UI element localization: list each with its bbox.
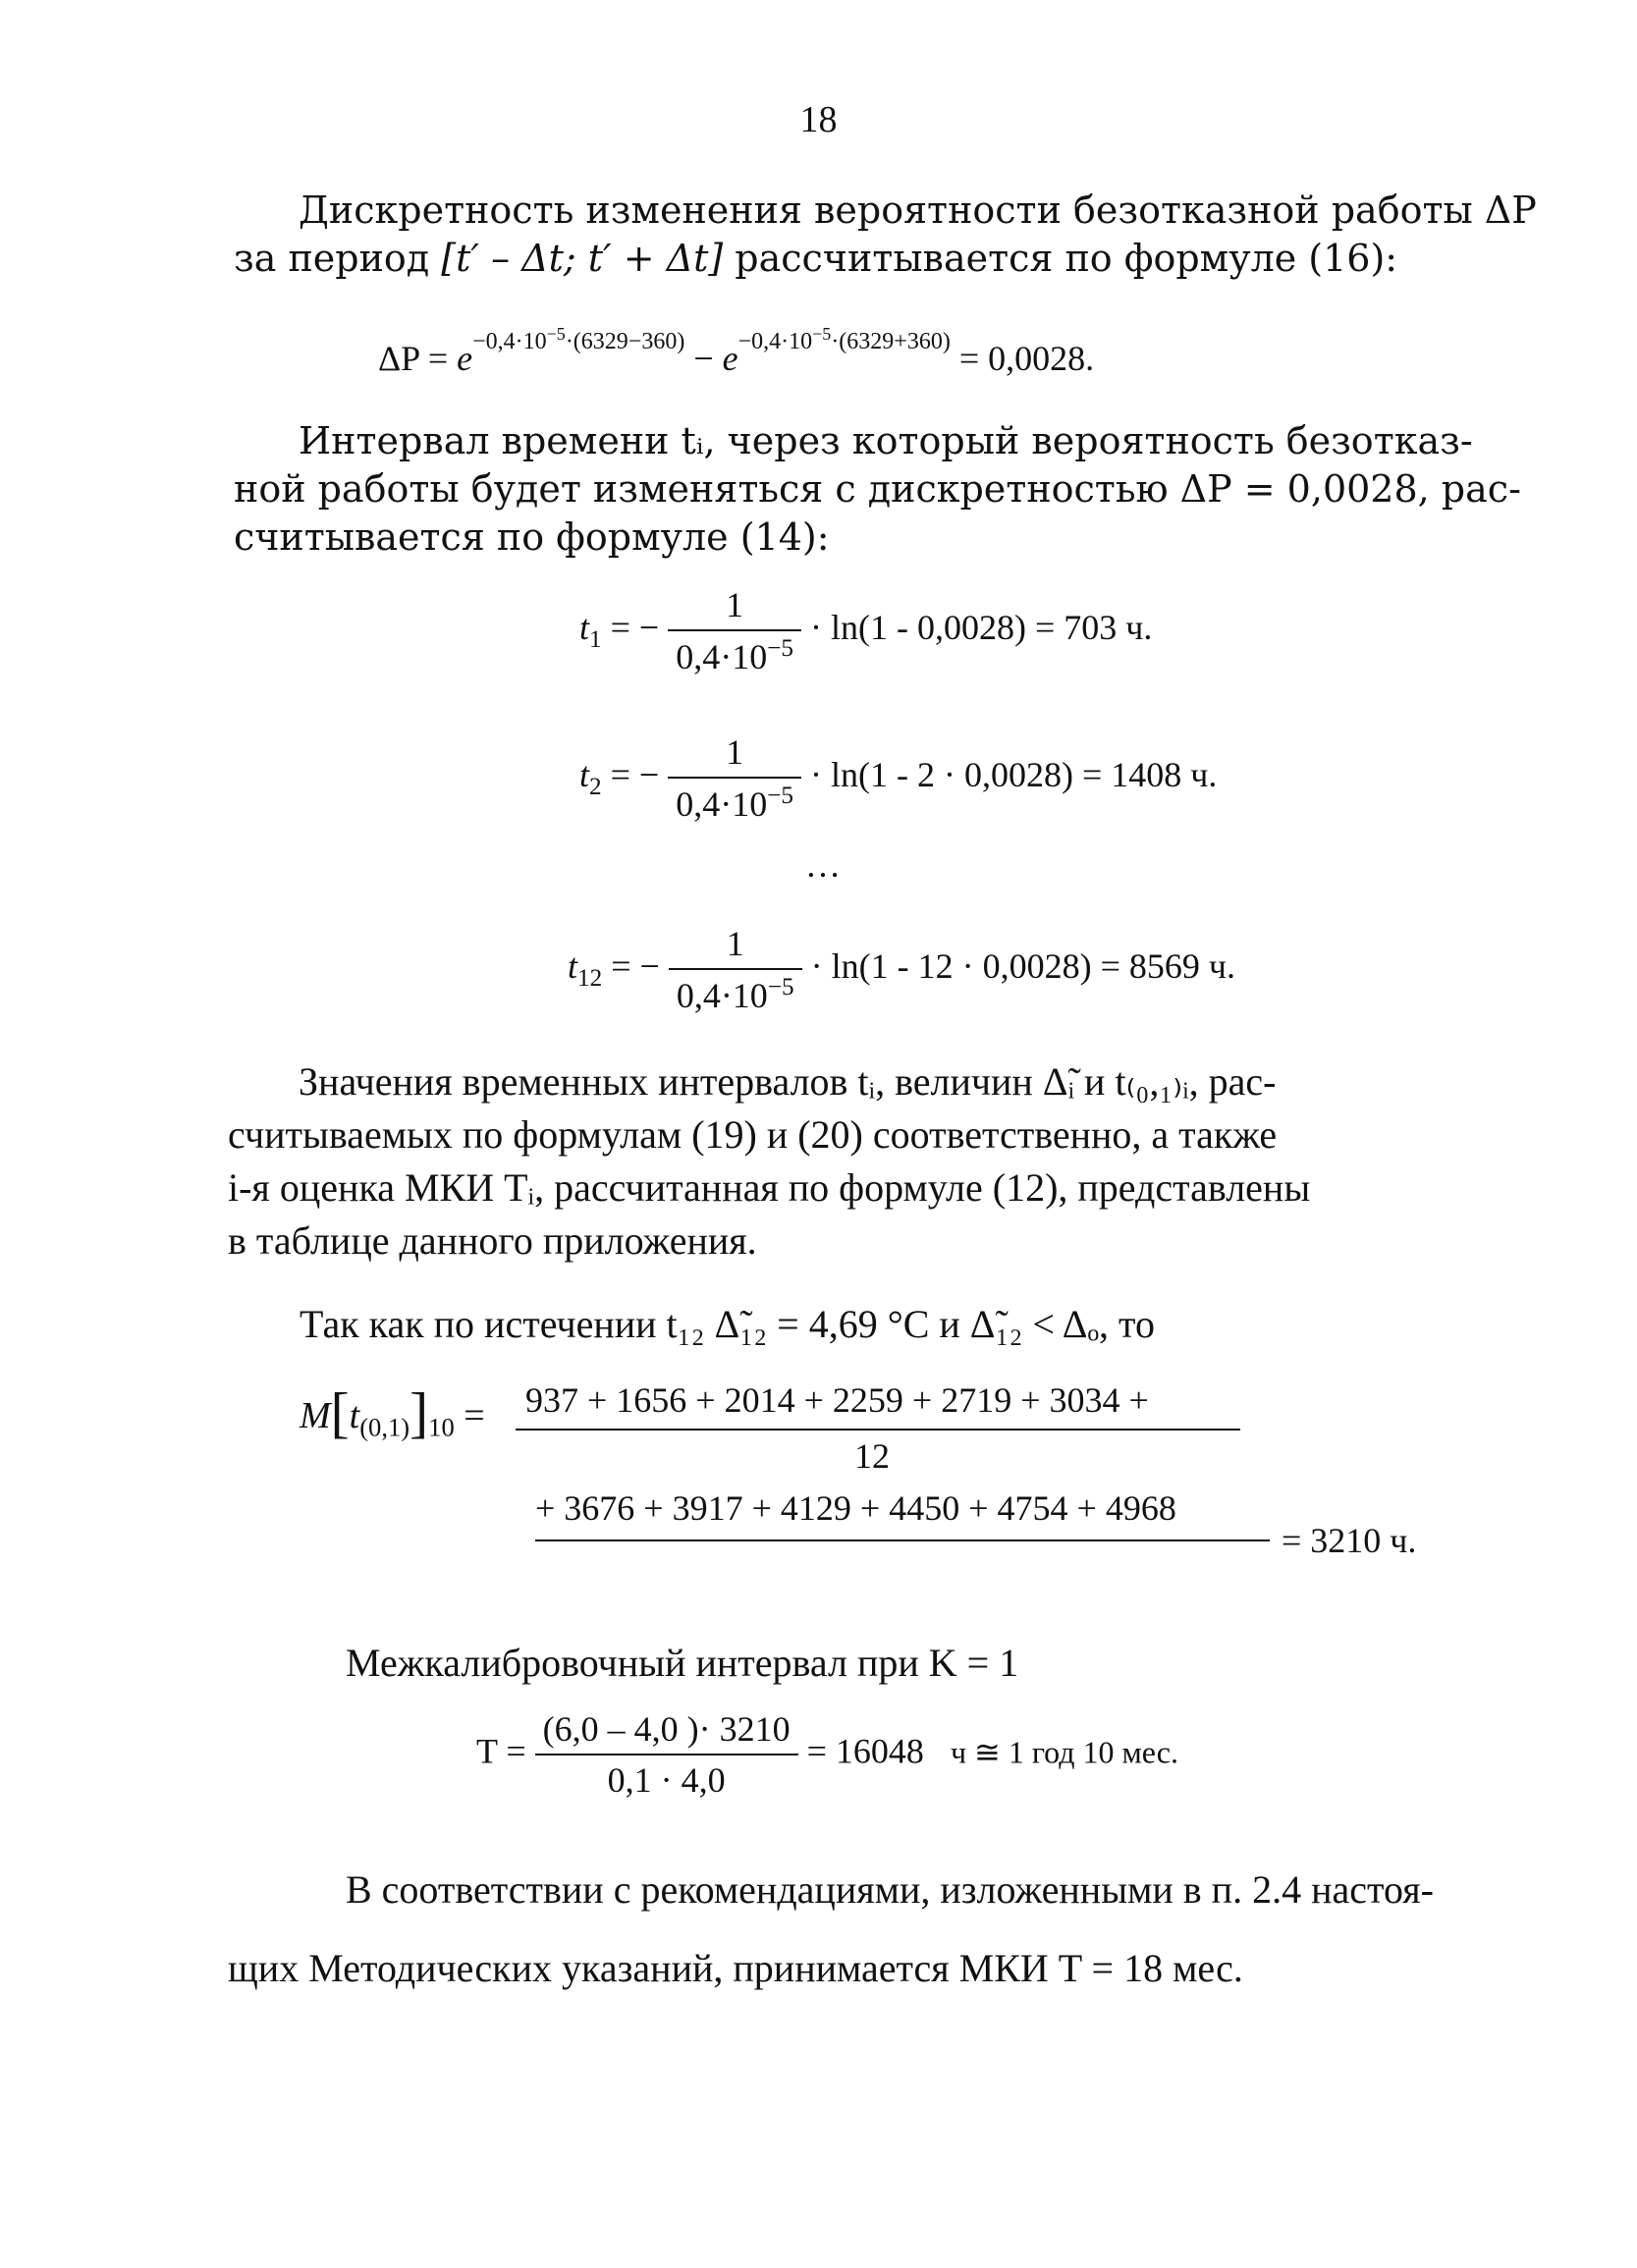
fraction-numerator: (6,0 – 4,0 )· 3210: [535, 1708, 798, 1755]
equation-lhs: T =: [476, 1731, 535, 1771]
den-power: −5: [767, 783, 794, 809]
exponent: [737, 324, 951, 354]
fraction: [668, 731, 801, 825]
m-result: = 3210 ч.: [1282, 1521, 1417, 1560]
var-t: t: [349, 1395, 360, 1436]
equation-rhs: · ln(1 - 2 · 0,0028) = 1408 ч.: [801, 754, 1218, 794]
equation-rhs: = 0,0028.: [950, 339, 1095, 378]
minus-sign: −: [684, 339, 723, 378]
fraction-bar: [535, 1539, 1270, 1541]
text-fragment: за период: [234, 237, 442, 280]
exponent: [472, 324, 685, 354]
fraction-numerator: 1: [668, 584, 801, 631]
equation-rhs: · ln(1 - 12 · 0,0028) = 8569 ч.: [801, 945, 1235, 986]
var-t: t: [568, 945, 578, 986]
equation-T: [476, 1708, 1178, 1801]
equals-minus: = −: [601, 754, 669, 794]
page-number: 18: [799, 99, 838, 140]
den-text: 0,4·10: [676, 784, 768, 824]
fraction: [668, 584, 801, 677]
exponent-power: −5: [546, 324, 566, 344]
paragraph-line: i-я оценка МКИ Tᵢ, рассчитанная по формуле (12), представлены: [228, 1165, 1311, 1210]
text-fragment: рассчитывается по формуле (16):: [723, 237, 1398, 280]
var-t: t: [579, 754, 590, 794]
fraction-denominator: 0,1 · 4,0: [607, 1760, 726, 1800]
fraction-numerator: 1: [669, 923, 802, 970]
paragraph-line: Значения временных интервалов tᵢ, величин Δ̃ᵢ и t₍₀,₁₎ᵢ, рас-: [299, 1059, 1277, 1104]
ellipsis: …: [805, 845, 841, 885]
equation-delta-p: [378, 324, 1094, 379]
m-denominator: 12: [854, 1436, 890, 1476]
outer-subscript: 10: [428, 1412, 455, 1442]
fraction-bar: [516, 1429, 1240, 1431]
var-subscript: 1: [589, 625, 602, 653]
equation-t12: [568, 923, 1235, 1016]
paragraph-line: считываемых по формулам (19) и (20) соответственно, а также: [228, 1112, 1278, 1157]
equation-m-lhs: [300, 1382, 485, 1444]
var-subscript: 12: [577, 964, 603, 992]
paragraph-line: щих Методических указаний, принимается МКИ T = 18 мес.: [228, 1946, 1243, 1990]
den-power: −5: [767, 635, 794, 662]
fraction-denominator: [668, 779, 801, 825]
fraction: [669, 923, 802, 1016]
exponent-text: −0,4·10: [472, 329, 547, 354]
fraction: [535, 1708, 798, 1801]
den-power: −5: [767, 974, 794, 1000]
paragraph-interval: [234, 417, 1521, 562]
exponent-power: −5: [812, 324, 832, 344]
paragraph-values: [228, 1055, 1501, 1268]
equals-sign: =: [454, 1395, 485, 1436]
equation-t1: [579, 584, 1152, 677]
den-text: 0,4·10: [676, 637, 768, 676]
paragraph-line: ной работы будет изменяться с дискретностью ΔP = 0,0028, рас-: [234, 467, 1521, 511]
equation-rhs: = 16048: [797, 1731, 924, 1771]
paragraph-line: Интервал времени tᵢ, через который вероятность безотказ-: [299, 419, 1473, 462]
exponent-text: −0,4·10: [737, 329, 813, 354]
var-subscript: (0,1): [359, 1412, 410, 1442]
paragraph-since: Так как по истечении t₁₂ Δ̃₁₂ = 4,69 °С и Δ̃₁₂ < Δₒ, то: [300, 1302, 1155, 1346]
exponent-tail: ·(6329+360): [831, 329, 951, 354]
period-expression: [t′ – Δt; t′ + Δt]: [441, 237, 724, 280]
paragraph-line: В соответствии с рекомендациями, изложенными в п. 2.4 настоя-: [346, 1867, 1434, 1912]
paragraph-line: в таблице данного приложения.: [228, 1218, 757, 1263]
equals-minus: = −: [601, 607, 669, 647]
fraction-numerator: 1: [668, 731, 801, 779]
equals-minus: = −: [602, 945, 669, 986]
fraction-denominator: [669, 970, 802, 1016]
exp-base: e: [722, 339, 738, 378]
paragraph-line: Дискретность изменения вероятности безотказной работы ΔР: [299, 189, 1537, 232]
equation-tail: ч ≅ 1 год 10 мес.: [950, 1734, 1178, 1770]
equation-t2: [579, 731, 1217, 825]
fraction-denominator: [668, 631, 801, 677]
paragraph-line: считывается по формуле (14):: [234, 515, 830, 559]
equation-lhs: ΔP =: [378, 339, 458, 378]
paragraph-conclusion: [228, 1851, 1504, 2008]
var-subscript: 2: [589, 773, 602, 800]
m-numerator-2: + 3676 + 3917 + 4129 + 4450 + 4754 + 4968: [535, 1488, 1176, 1528]
paragraph-discreteness: [234, 187, 1537, 283]
paragraph-line: [234, 235, 1501, 283]
exponent-tail: ·(6329−360): [565, 329, 685, 354]
right-bracket: ]: [409, 1382, 429, 1444]
var-t: t: [579, 607, 590, 647]
exp-base: e: [457, 339, 473, 378]
var-M: M: [300, 1395, 331, 1436]
left-bracket: [: [330, 1382, 350, 1444]
den-text: 0,4·10: [676, 976, 768, 1015]
m-numerator-1: 937 + 1656 + 2014 + 2259 + 2719 + 3034 +: [525, 1380, 1149, 1420]
equation-rhs: · ln(1 - 0,0028) = 703 ч.: [801, 607, 1153, 647]
paragraph-mki: Межкалибровочный интервал при K = 1: [346, 1641, 1019, 1685]
